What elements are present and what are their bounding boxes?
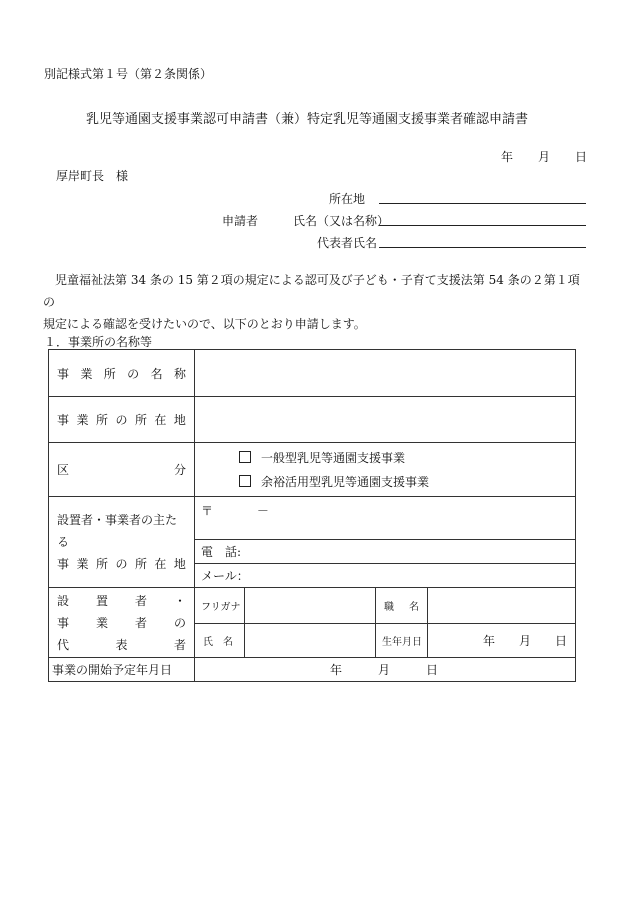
date-month: 月 xyxy=(538,150,551,164)
row-start-date xyxy=(49,658,576,682)
applicant-rep-label: 代表者氏名 xyxy=(317,236,378,250)
row-rep-furigana xyxy=(49,588,576,624)
facility-table xyxy=(48,349,576,682)
facility-name-label: 事 業 所 の 名 称 xyxy=(57,366,186,381)
applicant-address-field[interactable] xyxy=(379,203,586,204)
rep-name-field[interactable] xyxy=(245,624,376,658)
body-text xyxy=(43,269,588,335)
start-date-field[interactable]: 年 月 日 xyxy=(195,658,576,682)
facility-name-field[interactable] xyxy=(195,350,576,397)
postal-mark: 〒 xyxy=(201,504,214,518)
section-title: １．事業所の名称等 xyxy=(44,335,153,349)
option-general[interactable]: 一般型乳児等通園支援事業 xyxy=(195,446,575,470)
row-category xyxy=(49,443,576,497)
dob-label: 生年月日 xyxy=(376,624,428,658)
mail-field[interactable] xyxy=(195,564,576,588)
phone-label: 電 話: xyxy=(201,545,242,559)
start-date-label: 事業の開始予定年月日 xyxy=(49,658,195,682)
facility-address-label: 事 業 所 の 所 在 地 xyxy=(57,413,186,427)
postal-field[interactable] xyxy=(195,497,576,540)
addressee: 厚岸町長 様 xyxy=(56,169,129,183)
row-facility-name xyxy=(49,350,576,397)
option-surplus[interactable]: 余裕活用型乳児等通園支援事業 xyxy=(195,470,575,494)
position-field[interactable] xyxy=(428,588,576,624)
rep-name-label: 氏 名 xyxy=(203,637,233,648)
checkbox[interactable] xyxy=(239,451,251,463)
furigana-label: フリガナ xyxy=(195,588,245,624)
row-facility-address xyxy=(49,397,576,443)
phone-field[interactable] xyxy=(195,540,576,564)
checkbox[interactable] xyxy=(239,475,251,487)
furigana-field[interactable] xyxy=(245,588,376,624)
facility-address-field[interactable] xyxy=(195,397,576,443)
body-line-1: 児童福祉法第 34 条の 15 第２項の規定による認可及び子ども・子育て支援法第 54 条の２第１項の xyxy=(43,273,580,309)
date-day: 日 xyxy=(575,150,588,164)
position-label: 職 名 xyxy=(384,602,419,613)
mail-label: メール： xyxy=(201,569,249,583)
applicant-address-label: 所在地 xyxy=(329,192,366,206)
rep-label-3: 代 表 者 xyxy=(57,637,186,652)
main-office-label-2: 事 業 所 の 所 在 地 xyxy=(57,557,186,571)
form-id: 別記様式第１号（第２条関係） xyxy=(44,67,213,81)
applicant-heading: 申請者 xyxy=(222,214,259,228)
row-postal xyxy=(49,497,576,540)
rep-label-1: 設 置 者 ・ xyxy=(57,593,186,608)
body-line-2: 規定による確認を受けたいので、以下のとおり申請します。 xyxy=(43,317,366,331)
main-office-label-1: 設置者・事業者の主たる xyxy=(57,513,178,549)
dob-field[interactable]: 年 月 日 xyxy=(428,624,576,658)
postal-dash: － xyxy=(256,504,269,518)
applicant-name-label: 氏名（又は名称） xyxy=(293,214,390,228)
applicant-name-field[interactable] xyxy=(379,225,586,226)
page-title: 乳児等通園支援事業認可申請書（兼）特定乳児等通園支援事業者確認申請書 xyxy=(86,112,529,127)
rep-label-2: 事 業 者 の xyxy=(57,615,186,630)
applicant-rep-field[interactable] xyxy=(379,247,586,248)
date-year: 年 xyxy=(501,150,514,164)
category-label: 区 分 xyxy=(57,463,186,477)
category-options xyxy=(195,443,576,497)
